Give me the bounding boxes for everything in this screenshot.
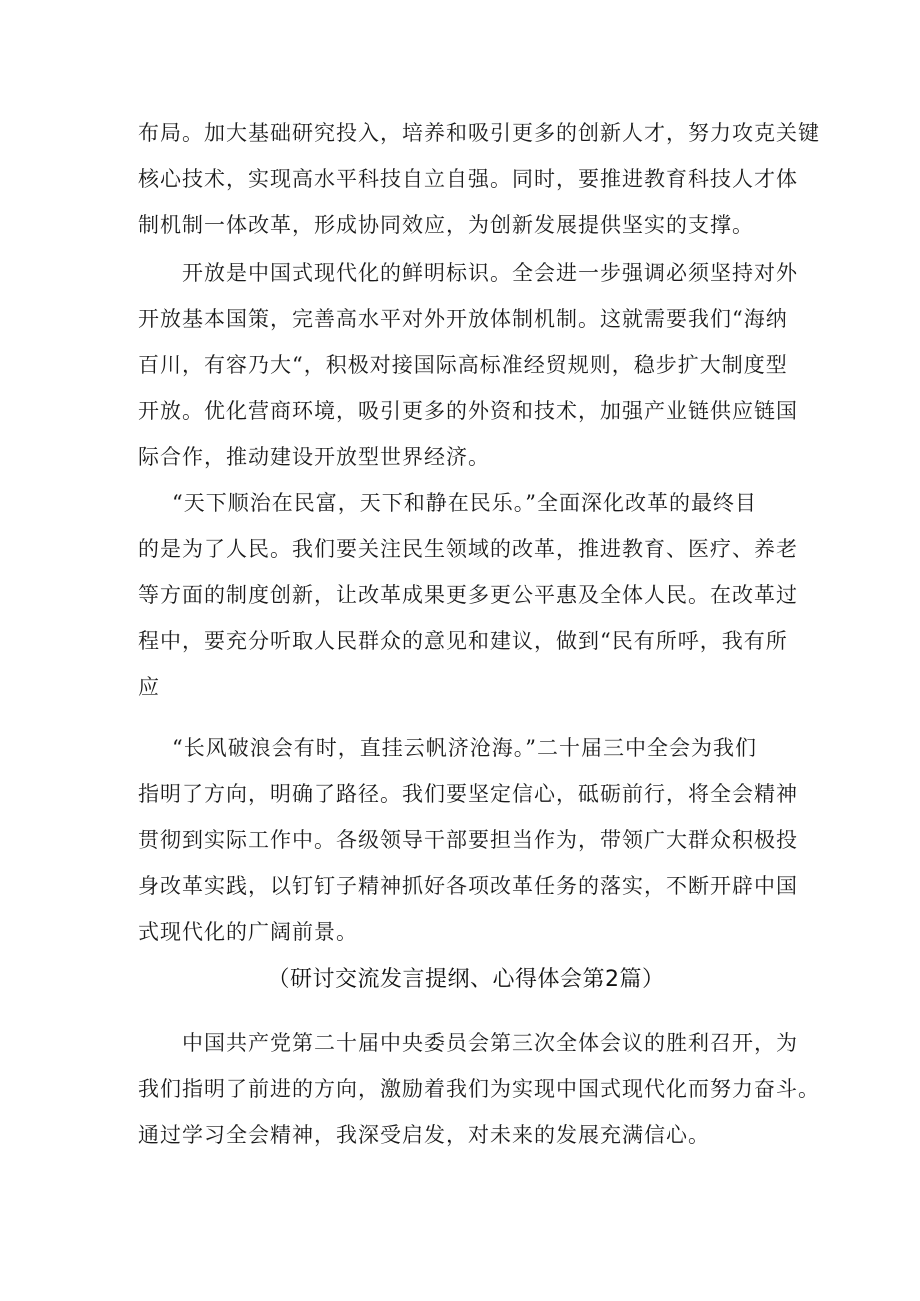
paragraph-line: 百川，有容乃大“，积极对接国际高标准经贸规则，稳步扩大制度型 xyxy=(138,353,788,377)
paragraph-line: 指明了方向，明确了路径。我们要坚定信心，砥砺前行，将全会精神 xyxy=(138,782,798,806)
paragraph-4 xyxy=(138,725,798,955)
paragraph-line: “天下顺治在民富，天下和静在民乐。”全面深化改革的最终目 xyxy=(172,491,757,515)
paragraph-line: 布局。加大基础研究投入，培养和吸引更多的创新人才，努力攻克关键 xyxy=(138,121,820,145)
paragraph-line: 程中，要充分听取人民群众的意见和建议，做到“民有所呼，我有所 xyxy=(138,629,788,653)
paragraph-line: 我们指明了前进的方向，激励着我们为实现中国式现代化而努力奋斗。 xyxy=(138,1077,820,1101)
paragraph-line: 开放。优化营商环境，吸引更多的外资和技术，加强产业链供应链国 xyxy=(138,399,798,423)
section-heading: （研讨交流发言提纲、心得体会第2篇） xyxy=(267,967,665,992)
paragraph-line: “长风破浪会有时，直挂云帆济沧海。”二十届三中全会为我们 xyxy=(172,736,757,760)
paragraph-line: 应 xyxy=(138,675,160,699)
paragraph-2 xyxy=(138,250,798,480)
paragraph-line: 通过学习全会精神，我深受启发，对未来的发展充满信心。 xyxy=(138,1123,710,1147)
paragraph-line: 式现代化的广阔前景。 xyxy=(138,920,358,944)
paragraph-line: 的是为了人民。我们要关注民生领域的改革，推进教育、医疗、养老 xyxy=(138,537,798,561)
paragraph-line: 际合作，推动建设开放型世界经济。 xyxy=(138,445,490,469)
paragraph-line: 贯彻到实际工作中。各级领导干部要担当作为，带领广大群众积极投 xyxy=(138,828,798,852)
paragraph-line: 核心技术，实现高水平科技自立自强。同时，要推进教育科技人才体 xyxy=(138,167,798,191)
paragraph-line: 身改革实践，以钉钉子精神抓好各项改革任务的落实，不断开辟中国 xyxy=(138,874,798,898)
paragraph-line: 制机制一体改革，形成协同效应，为创新发展提供坚实的支撑。 xyxy=(138,213,754,237)
paragraph-line: 等方面的制度创新，让改革成果更多更公平惠及全体人民。在改革过 xyxy=(138,583,798,607)
paragraph-line: 开放是中国式现代化的鲜明标识。全会进一步强调必须坚持对外 xyxy=(182,261,798,285)
paragraph-5 xyxy=(138,1020,820,1158)
paragraph-line: 中国共产党第二十届中央委员会第三次全体会议的胜利召开，为 xyxy=(182,1031,798,1055)
paragraph-1 xyxy=(138,110,820,248)
paragraph-3 xyxy=(138,480,798,710)
paragraph-line: 开放基本国策，完善高水平对外开放体制机制。这就需要我们“海纳 xyxy=(138,307,788,331)
